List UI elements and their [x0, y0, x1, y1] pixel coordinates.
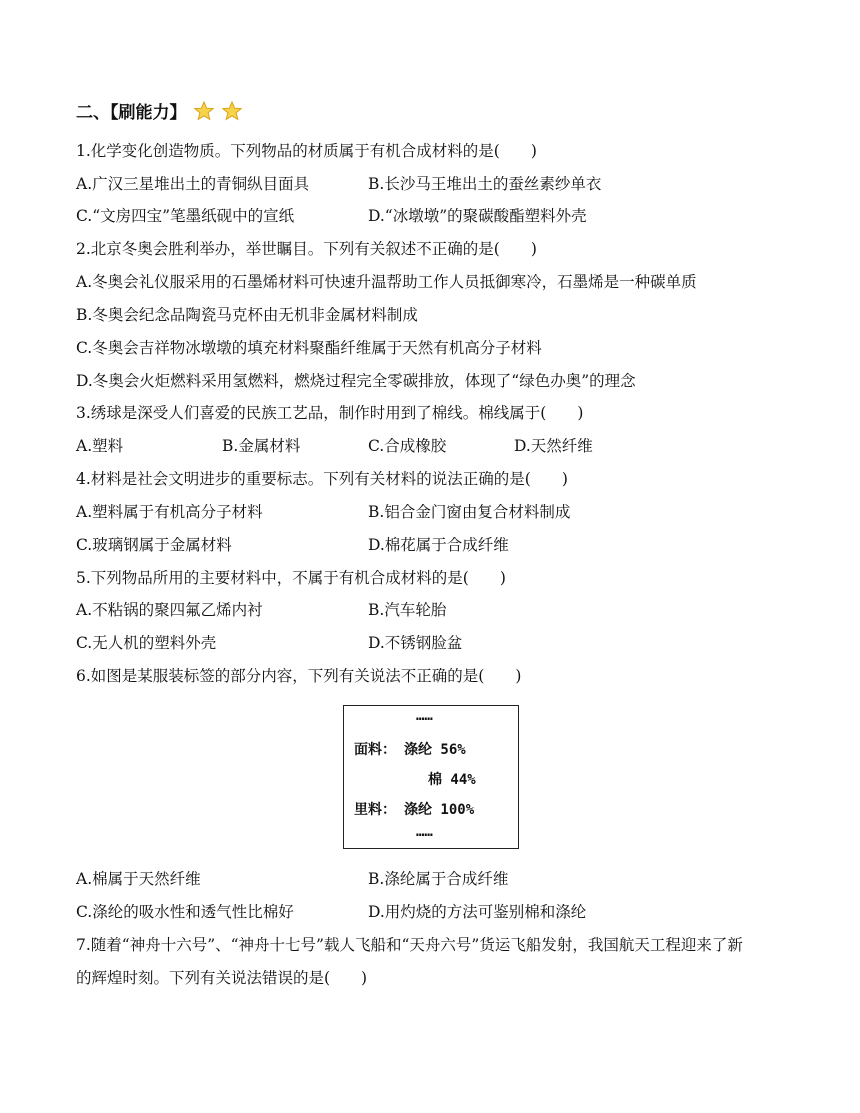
- option-a: A.塑料: [76, 437, 124, 455]
- option-a: A.棉属于天然纤维: [76, 870, 201, 888]
- question-stem: 5.下列物品所用的主要材料中，不属于有机合成材料的是( ): [76, 569, 506, 587]
- question-stem: 3.绣球是深受人们喜爱的民族工艺品，制作时用到了棉线。棉线属于( ): [76, 404, 584, 422]
- ellipsis-bottom: ……: [416, 824, 433, 840]
- option-b: B.汽车轮胎: [368, 601, 447, 619]
- lining-polyester: 涤纶 100%: [404, 802, 475, 818]
- option-c: C.合成橡胶: [368, 437, 447, 455]
- option-a: A.塑料属于有机高分子材料: [76, 503, 263, 521]
- option-d: D.冬奥会火炬燃料采用氢燃料，燃烧过程完全零碳排放，体现了“绿色办奥”的理念: [76, 372, 636, 390]
- option-c: C.无人机的塑料外壳: [76, 634, 217, 652]
- fabric-label: 面料：: [354, 742, 396, 758]
- option-d: D.“冰墩墩”的聚碳酸酯塑料外壳: [368, 207, 587, 225]
- lining-label: 里料：: [354, 802, 396, 818]
- star-icon: [222, 101, 242, 121]
- option-d: D.天然纤维: [514, 437, 593, 455]
- option-b: B.涤纶属于合成纤维: [368, 870, 509, 888]
- option-b: B.冬奥会纪念品陶瓷马克杯由无机非金属材料制成: [76, 306, 418, 324]
- option-a: A.广汉三星堆出土的青铜纵目面具: [76, 175, 310, 193]
- option-b: B.铝合金门窗由复合材料制成: [368, 503, 571, 521]
- question-stem: 1.化学变化创造物质。下列物品的材质属于有机合成材料的是( ): [76, 142, 537, 160]
- option-a: A.冬奥会礼仪服采用的石墨烯材料可快速升温帮助工作人员抵御寒冷，石墨烯是一种碳单质: [76, 273, 697, 291]
- question-stem: 4.材料是社会文明进步的重要标志。下列有关材料的说法正确的是( ): [76, 470, 568, 488]
- fabric-cotton: 棉 44%: [428, 772, 476, 788]
- option-d: D.不锈钢脸盆: [368, 634, 463, 652]
- question-stem-line-1: 7.随着“神舟十六号”、“神舟十七号”载人飞船和“天舟六号”货运飞船发射，我国航天工程迎来了新: [76, 936, 743, 954]
- question-stem-line-2: 的辉煌时刻。下列有关说法错误的是( ): [76, 969, 368, 987]
- option-c: C.冬奥会吉祥物冰墩墩的填充材料聚酯纤维属于天然有机高分子材料: [76, 339, 542, 357]
- option-d: D.棉花属于合成纤维: [368, 536, 509, 554]
- option-a: A.不粘锅的聚四氟乙烯内衬: [76, 601, 263, 619]
- option-c: C.玻璃钢属于金属材料: [76, 536, 232, 554]
- fabric-polyester: 涤纶 56%: [404, 742, 466, 758]
- section-title: [76, 101, 242, 124]
- option-c: C.“文房四宝”笔墨纸砚中的宣纸: [76, 207, 295, 225]
- ellipsis-top: ……: [416, 708, 433, 724]
- star-icon: [194, 101, 214, 121]
- option-c: C.涤纶的吸水性和透气性比棉好: [76, 903, 294, 921]
- question-stem: 2.北京冬奥会胜利举办，举世瞩目。下列有关叙述不正确的是( ): [76, 240, 537, 258]
- option-b: B.金属材料: [222, 437, 301, 455]
- clothing-label-figure: [343, 705, 519, 849]
- option-b: B.长沙马王堆出土的蚕丝素纱单衣: [368, 175, 602, 193]
- section-title-text: 二、【刷能力】: [76, 103, 187, 123]
- question-stem: 6.如图是某服装标签的部分内容，下列有关说法不正确的是( ): [76, 667, 522, 685]
- option-d: D.用灼烧的方法可鉴别棉和涤纶: [368, 903, 587, 921]
